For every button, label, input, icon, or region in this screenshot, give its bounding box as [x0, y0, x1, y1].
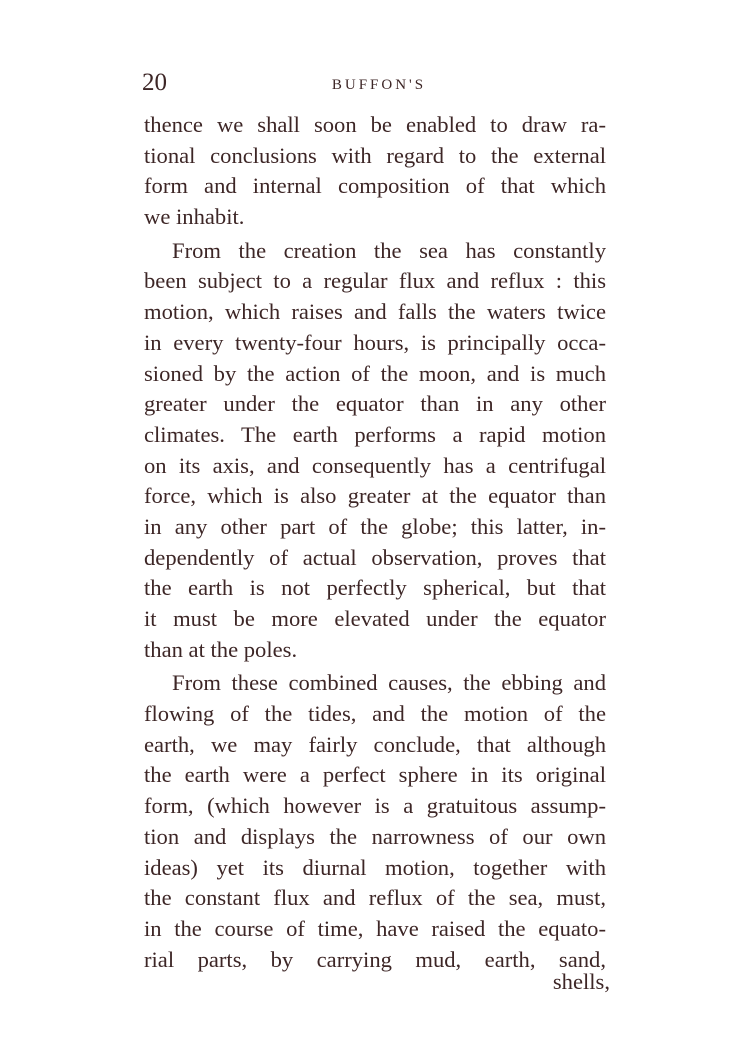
text-line: greater under the equator than in any other [144, 391, 606, 417]
body-text [144, 110, 606, 975]
text-line: than at the poles. [144, 636, 298, 662]
paragraph-first-line: From the creation the sea has constantly [172, 237, 606, 263]
text-line: the earth were a perfect sphere in its original [144, 762, 606, 788]
text-line: climates. The earth performs a rapid motion [144, 421, 606, 447]
text-line: in any other part of the globe; this latter, in- [144, 513, 606, 539]
text-line: tion and displays the narrowness of our own [144, 823, 606, 849]
text-line: earth, we may fairly conclude, that although [144, 731, 606, 757]
text-line: in every twenty-four hours, is principally occa- [144, 329, 606, 355]
text-line: force, which is also greater at the equator than [144, 483, 606, 509]
text-line: we inhabit. [144, 204, 245, 230]
text-line: form and internal composition of that which [144, 173, 606, 199]
text-line: dependently of actual observation, proves that [144, 544, 606, 570]
running-title: BUFFON'S [331, 77, 427, 93]
running-head [140, 66, 610, 100]
text-line: form, (which however is a gratuitous assump- [144, 793, 606, 819]
text-line: been subject to a regular flux and reflux : this [144, 268, 606, 294]
text-line: sioned by the action of the moon, and is much [144, 360, 606, 386]
text-line: ideas) yet its diurnal motion, together with [144, 854, 606, 880]
text-line: in the course of time, have raised the equato- [144, 915, 606, 941]
text-line: on its axis, and consequently has a centrifugal [144, 452, 606, 478]
text-line: motion, which raises and falls the waters twice [144, 299, 606, 325]
catchword: shells, [552, 969, 610, 994]
text-line: flowing of the tides, and the motion of the [144, 701, 606, 727]
text-line: rial parts, by carrying mud, earth, sand, [144, 946, 606, 972]
text-line: the constant flux and reflux of the sea, must, [144, 885, 606, 911]
text-line: the earth is not perfectly spherical, but that [144, 575, 606, 601]
text-line: tional conclusions with regard to the external [144, 142, 606, 168]
page-number: 20 [142, 69, 167, 96]
text-line: it must be more elevated under the equator [144, 606, 606, 631]
text-line: thence we shall soon be enabled to draw ra- [144, 112, 606, 137]
paragraph-first-line: From these combined causes, the ebbing and [172, 670, 606, 696]
